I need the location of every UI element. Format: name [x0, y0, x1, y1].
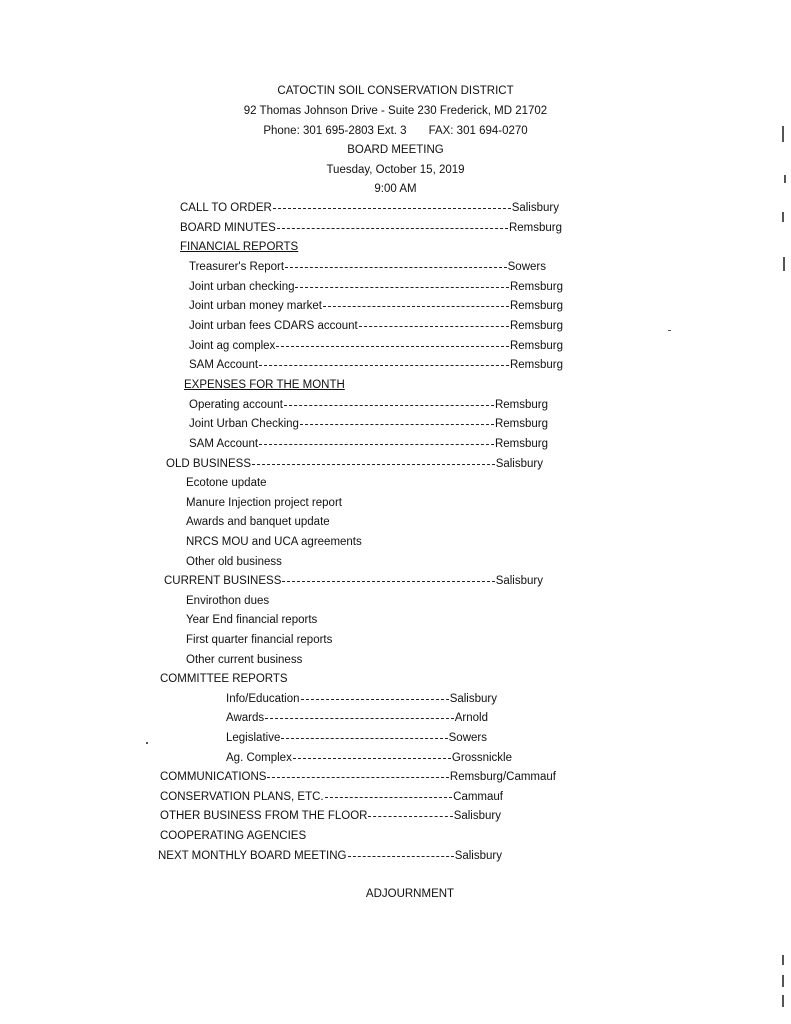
- agenda-item-label: COMMUNICATIONS: [160, 771, 267, 783]
- agenda-item-presenter: Remsburg: [508, 222, 562, 234]
- agenda-item-joint-urban-checking-expense: [189, 417, 548, 431]
- agenda-item-label: Joint urban checking: [189, 281, 295, 293]
- agenda-item-current-business: [164, 574, 543, 588]
- leader-dashes: [323, 299, 509, 309]
- meeting-date: Tuesday, October 15, 2019: [326, 164, 465, 176]
- agenda-item-presenter: Sowers: [507, 261, 546, 273]
- agenda-item-label: BOARD MINUTES: [180, 222, 276, 234]
- agenda-item-label: CONSERVATION PLANS, ETC.: [160, 791, 324, 803]
- agenda-item-awards: [226, 711, 488, 725]
- list-item: Year End financial reports: [186, 614, 318, 626]
- meeting-time: 9:00 AM: [374, 183, 417, 195]
- agenda-item-presenter: Remsburg: [509, 340, 563, 352]
- leader-dashes: [284, 398, 494, 408]
- agenda-item-ag-complex: [226, 751, 512, 765]
- leader-dashes: [259, 437, 494, 447]
- agenda-item-board-minutes: [180, 221, 562, 235]
- agenda-item-legislative: [226, 731, 487, 745]
- agenda-item-presenter: Remsburg: [509, 320, 563, 332]
- agenda-item-label: Joint ag complex: [189, 340, 276, 352]
- contact-line: [0, 124, 791, 138]
- leader-dashes: [293, 751, 451, 761]
- list-item: Other old business: [186, 556, 282, 568]
- section-heading-expenses: EXPENSES FOR THE MONTH: [184, 379, 345, 391]
- adjournment-heading: ADJOURNMENT: [365, 888, 455, 900]
- leader-dashes: [265, 711, 454, 721]
- agenda-item-presenter: Salisbury: [511, 202, 559, 214]
- agenda-item-joint-urban-checking: [189, 280, 563, 294]
- leader-dashes: [348, 849, 454, 859]
- agenda-item-presenter: Remsburg: [509, 359, 563, 371]
- agenda-item-presenter: Sowers: [448, 732, 487, 744]
- leader-dashes: [282, 574, 494, 584]
- scan-speck: [782, 126, 784, 142]
- agenda-item-label: NEXT MONTHLY BOARD MEETING: [158, 850, 347, 862]
- phone-number: Phone: 301 695-2803 Ext. 3: [263, 125, 407, 137]
- agenda-item-label: OLD BUSINESS: [166, 458, 251, 470]
- scan-speck: [782, 212, 784, 222]
- agenda-item-cooperating-agencies: COOPERATING AGENCIES: [160, 830, 307, 842]
- scan-speck: [782, 955, 784, 965]
- list-item: NRCS MOU and UCA agreements: [186, 536, 362, 548]
- agenda-item-joint-urban-fees-cdars: [189, 319, 563, 333]
- agenda-item-communications: [160, 770, 556, 784]
- district-name: CATOCTIN SOIL CONSERVATION DISTRICT: [277, 85, 514, 97]
- list-item: Manure Injection project report: [186, 497, 342, 509]
- agenda-item-sam-account: [189, 358, 563, 372]
- agenda-item-presenter: Remsburg: [494, 438, 548, 450]
- fax-number: FAX: 301 694-0270: [428, 125, 528, 137]
- agenda-item-label: Operating account: [189, 399, 283, 411]
- agenda-item-label: OTHER BUSINESS FROM THE FLOOR: [160, 810, 368, 822]
- agenda-item-info-education: [226, 692, 497, 706]
- scan-speck: [782, 995, 784, 1007]
- agenda-item-presenter: Salisbury: [495, 575, 543, 587]
- agenda-item-presenter: Salisbury: [495, 458, 543, 470]
- leader-dashes: [277, 221, 508, 231]
- leader-dashes: [252, 457, 495, 467]
- agenda-item-presenter: Cammauf: [453, 791, 503, 803]
- leader-dashes: [281, 731, 447, 741]
- leader-dashes: [300, 417, 494, 427]
- agenda-item-presenter: Arnold: [454, 712, 488, 724]
- agenda-item-old-business: [166, 457, 543, 471]
- leader-dashes: [295, 280, 508, 290]
- leader-dashes: [267, 770, 448, 780]
- list-item: Awards and banquet update: [186, 516, 330, 528]
- scan-speck: [668, 330, 671, 331]
- agenda-item-label: Ag. Complex: [226, 752, 292, 764]
- agenda-item-presenter: Salisbury: [454, 850, 502, 862]
- agenda-item-label: Awards: [226, 712, 265, 724]
- agenda-item-label: SAM Account: [189, 438, 259, 450]
- section-heading-committee-reports: COMMITTEE REPORTS: [160, 673, 288, 685]
- agenda-item-presenter: Remsburg: [509, 281, 563, 293]
- leader-dashes: [285, 260, 507, 270]
- agenda-item-presenter: Salisbury: [449, 693, 497, 705]
- leader-dashes: [301, 692, 449, 702]
- agenda-item-presenter: Remsburg: [494, 418, 548, 430]
- agenda-item-label: CALL TO ORDER: [180, 202, 272, 214]
- agenda-item-label: CURRENT BUSINESS: [164, 575, 282, 587]
- agenda-item-next-meeting: [158, 849, 502, 863]
- agenda-item-sam-account-expense: [189, 437, 548, 451]
- agenda-item-label: Legislative: [226, 732, 281, 744]
- leader-dashes: [259, 358, 509, 368]
- agenda-item-label: Info/Education: [226, 693, 300, 705]
- agenda-item-treasurers-report: [189, 260, 546, 274]
- agenda-item-operating-account: [189, 398, 548, 412]
- agenda-item-presenter: Grossnickle: [451, 752, 512, 764]
- district-address: 92 Thomas Johnson Drive - Suite 230 Frederick, MD 21702: [243, 105, 548, 117]
- leader-dashes: [359, 319, 509, 329]
- agenda-item-presenter: Remsburg: [494, 399, 548, 411]
- agenda-item-label: Joint urban money market: [189, 300, 322, 312]
- agenda-item-other-business-floor: [160, 809, 501, 823]
- agenda-item-conservation-plans: [160, 790, 503, 804]
- agenda-item-label: Joint Urban Checking: [189, 418, 299, 430]
- agenda-item-call-to-order: [180, 201, 559, 215]
- agenda-item-presenter: Remsburg/Cammauf: [449, 771, 556, 783]
- scan-speck: [784, 175, 786, 183]
- agenda-item-presenter: Remsburg: [509, 300, 563, 312]
- list-item: First quarter financial reports: [186, 634, 333, 646]
- section-heading-financial-reports: FINANCIAL REPORTS: [180, 241, 299, 253]
- leader-dashes: [368, 809, 452, 819]
- leader-dashes: [276, 339, 509, 349]
- scan-speck: [146, 742, 148, 744]
- agenda-item-presenter: Salisbury: [453, 810, 501, 822]
- list-item: Envirothon dues: [186, 595, 270, 607]
- agenda-item-label: SAM Account: [189, 359, 259, 371]
- meeting-type: BOARD MEETING: [347, 144, 444, 156]
- agenda-item-label: Joint urban fees CDARS account: [189, 320, 358, 332]
- list-item: Other current business: [186, 654, 303, 666]
- agenda-item-label: Treasurer's Report: [189, 261, 285, 273]
- agenda-item-joint-ag-complex: [189, 339, 563, 353]
- agenda-item-joint-urban-money-market: [189, 299, 563, 313]
- list-item: Ecotone update: [186, 477, 267, 489]
- scan-speck: [783, 257, 785, 271]
- leader-dashes: [325, 790, 453, 800]
- leader-dashes: [273, 201, 511, 211]
- scan-speck: [782, 975, 784, 987]
